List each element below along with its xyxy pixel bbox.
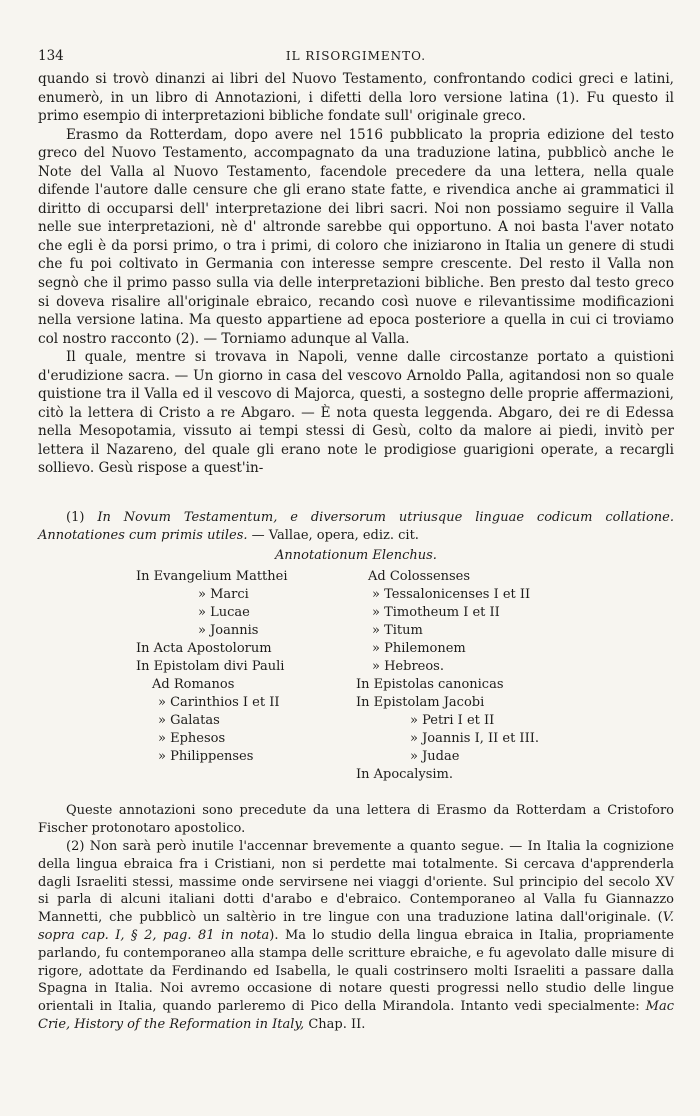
paragraph: Il quale, mentre si trovava in Napoli, venne dalle circostanze portato a quistioni d'erudizione sacra. — Un giorno in casa del vescovo Arnoldo Palla, agitandosi non so quale quistione tra il Valla ed il vescovo di Majorca, questi, a sostegno delle proprie affermazioni, citò la lettera di Cristo a re Abgaro. — È nota questa leggenda. Abgaro, dei re di Edessa nella Mesopotamia, vissuto ai tempi stessi di Gesù, colto da malore ai piedi, invitò per lettera il Nazareno, del quale gli erano note le prodigiose guarigioni operate, a recargli sollievo. Gesù rispose a quest'in- xyxy=(38,349,674,477)
footnote-marker: (1) xyxy=(66,510,85,525)
running-title: IL RISORGIMENTO. xyxy=(285,49,427,63)
footnote-title: In Novum Testamentum, e diversorum utriusque linguae codicum collatione. Annotationes cum primis utiles. xyxy=(38,510,674,543)
list-item: » Philippenses xyxy=(158,749,254,765)
list-item: » Galatas xyxy=(158,713,220,729)
list-item: Ad Romanos xyxy=(152,677,235,693)
footnote-2-text: Chap. II. xyxy=(304,1016,366,1032)
footnote-1-continuation: Queste annotazioni sono precedute da una lettera di Erasmo da Rotterdam a Cristoforo Fischer protonotaro apostolico. xyxy=(38,803,674,837)
list-item: Ad Colossenses xyxy=(368,569,471,585)
list-item: In Apocalysim. xyxy=(356,767,453,783)
list-item: » Ephesos xyxy=(158,731,226,747)
list-item: » Timotheum I et II xyxy=(372,605,500,621)
list-item: » Hebreos. xyxy=(372,659,444,675)
elenchus-title: Annotationum Elenchus. xyxy=(275,547,437,563)
list-item: » Petri I et II xyxy=(410,713,495,729)
running-header xyxy=(38,48,674,68)
footnote-source: — Vallae, opera, ediz. cit. xyxy=(251,527,419,543)
list-item: » Marci xyxy=(198,587,249,603)
footnote-2-text: ). Ma lo studio della lingua ebraica in Italia, propriamente parlando, fu contemporaneo alla stampa delle scritture ebraiche, e fu agevolato dalle misure di rigore, adottate da Ferdinando ed Isabella, le quali costrinsero molti Israeliti a passare dalla Spagna in Italia. Noi avremo occasione di notare questi progressi nello studio delle lingue orientali in Italia, quando parleremo di Pico della Mirandola. Intanto vedi specialmente: xyxy=(38,927,674,1015)
list-item: » Joannis I, II et III. xyxy=(410,731,539,747)
list-item: In Epistolam divi Pauli xyxy=(136,659,285,675)
paragraph: quando si trovò dinanzi ai libri del Nuovo Testamento, confrontando codici greci e latini, enumerò, in un libro di Annotazioni, i difetti della loro versione latina (1). Fu questo il primo esempio di interpretazioni bibliche fondate sull' originale greco. xyxy=(38,71,674,125)
list-item: » Carinthios I et II xyxy=(158,695,280,711)
list-item: In Acta Apostolorum xyxy=(136,641,272,657)
list-item: In Epistolam Jacobi xyxy=(356,695,485,711)
footnote-2 xyxy=(38,838,674,1034)
list-item: » Judae xyxy=(410,749,460,765)
list-item: » Joannis xyxy=(198,623,259,639)
list-item: » Lucae xyxy=(198,605,250,621)
list-item: » Titum xyxy=(372,623,423,639)
footnote-1 xyxy=(38,509,674,545)
main-text xyxy=(38,70,674,478)
footnote-2-text: (2) Non sarà però inutile l'accennar brevemente a quanto segue. — In Italia la cognizione della lingua ebraica fra i Cristiani, non si perdette mai totalmente. Si cercava d'apprenderla dagli Israeliti stessi, massime onde servirsene nei viaggi d'oriente. Sul principio del secolo XV si parla di alcuni italiani dotti d'arabo e d'ebraico. Contemporaneo al Valla fu Giannazzo Mannetti, che pubblicò un saltèrio in tre lingue con una traduzione latina dall'originale. ( xyxy=(38,838,674,926)
footnotes xyxy=(38,509,674,1034)
footnote-2-crossref: V. sopra cap. I, § 2, pag. 81 in nota xyxy=(38,910,674,943)
list-item: » Tessalonicenses I et II xyxy=(372,587,531,603)
paragraph: Erasmo da Rotterdam, dopo avere nel 1516 pubblicato la propria edizione del testo greco del Nuovo Testamento, accompagnato da una traduzione latina, pubblicò anche le Note del Valla al Nuovo Testamento, facendole precedere da una lettera, nella quale difende l'autore dalle censure che gli erano state fatte, e rivendica anche ai grammatici il diritto di occuparsi dell' interpretazione dei libri sacri. Noi non possiamo seguire il Valla nelle sue interpretazioni, nè d' altronde sarebbe qui opportuno. A noi basta l'aver notato che egli è da porsi primo, o tra i primi, di coloro che iniziarono in Italia un genere di studi che fu poi coltivato in Germania con interesse sempre crescente. Del resto il Valla non segnò che il primo passo sulla via delle interpretazioni bibliche. Ben presto dal testo greco si doveva risalire all'originale ebraico, recando così nuove e rilevantissime modificazioni nella versione latina. Ma questo appartiene ad epoca posteriore a quella in cui ci troviamo col nostro racconto (2). — Torniamo adunque al Valla. xyxy=(38,126,674,347)
footnote-2-citation: Mac Crie, History of the Reformation in Italy, xyxy=(38,999,674,1032)
list-item: In Evangelium Matthei xyxy=(136,569,288,585)
list-item: In Epistolas canonicas xyxy=(356,677,504,693)
page-number: 134 xyxy=(38,48,64,64)
list-item: » Philemonem xyxy=(372,641,466,657)
elenchus-list xyxy=(38,568,674,802)
